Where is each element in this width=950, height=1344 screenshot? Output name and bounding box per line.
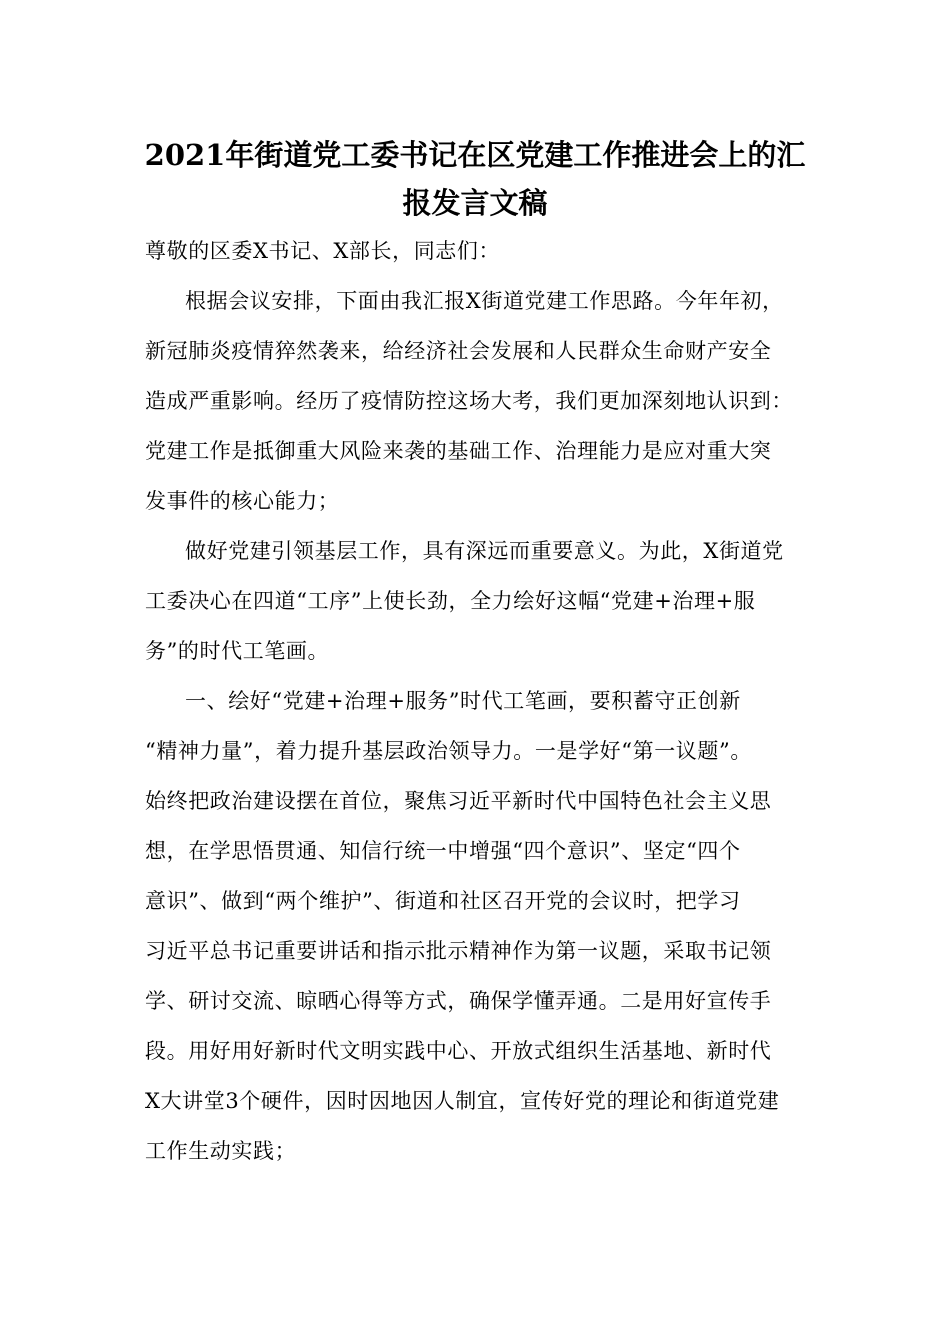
body-line: 意识”、做到“两个维护”、街道和社区召开党的会议时，把学习 [145, 889, 741, 913]
body-line: 发事件的核心能力； [145, 489, 340, 513]
document-title-line-1: 2021年街道党工委书记在区党建工作推进会上的汇 [144, 138, 806, 172]
salutation: 尊敬的区委X书记、X部长，同志们： [145, 239, 501, 263]
body-line: 新冠肺炎疫情猝然袭来，给经济社会发展和人民群众生命财产安全 [145, 339, 772, 363]
body-line: 学、研讨交流、晾晒心得等方式，确保学懂弄通。二是用好宣传手 [145, 989, 772, 1013]
body-line: 务”的时代工笔画。 [145, 639, 330, 663]
body-line: 始终把政治建设摆在首位，聚焦习近平新时代中国特色社会主义思 [145, 789, 772, 813]
body-line: 造成严重影响。经历了疫情防控这场大考，我们更加深刻地认识到： [145, 389, 793, 413]
body-line: 根据会议安排，下面由我汇报X街道党建工作思路。今年年初， [185, 289, 784, 313]
body-line: 做好党建引领基层工作，具有深远而重要意义。为此，X街道党 [185, 539, 784, 563]
body-line: 习近平总书记重要讲话和指示批示精神作为第一议题，采取书记领 [145, 939, 772, 963]
body-line: 一、绘好“党建+治理+服务”时代工笔画，要积蓄守正创新 [185, 689, 741, 713]
body-line: 工委决心在四道“工序”上使长劲，全力绘好这幅“党建+治理+服 [145, 589, 756, 613]
document-title-line-2: 报发言文稿 [402, 186, 548, 220]
body-line: 想，在学思悟贯通、知信行统一中增强“四个意识”、坚定“四个 [145, 839, 741, 863]
body-line: “精神力量”，着力提升基层政治领导力。一是学好“第一议题”。 [145, 739, 752, 763]
body-line: 党建工作是抵御重大风险来袭的基础工作、治理能力是应对重大突 [145, 439, 772, 463]
body-line: 段。用好用好新时代文明实践中心、开放式组织生活基地、新时代 [145, 1039, 772, 1063]
body-line: X大讲堂3个硬件，因时因地因人制宜，宣传好党的理论和街道党建 [145, 1089, 780, 1113]
body-line: 工作生动实践； [145, 1139, 297, 1163]
